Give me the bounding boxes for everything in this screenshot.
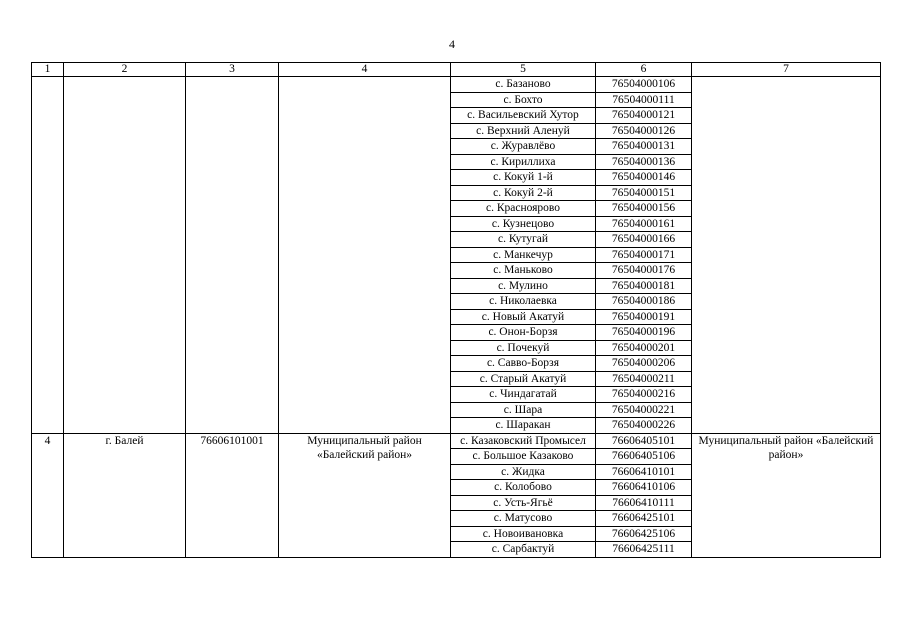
page-number: 4 xyxy=(449,37,455,51)
settlement-name: с. Кутугай xyxy=(451,232,596,248)
settlement-name: с. Казаковский Промысел xyxy=(451,433,596,449)
settlement-code: 76504000181 xyxy=(596,278,692,294)
settlement-name: с. Шара xyxy=(451,402,596,418)
column-header: 6 xyxy=(596,63,692,77)
settlement-name: с. Кириллиха xyxy=(451,154,596,170)
column-header: 1 xyxy=(32,63,64,77)
settlement-name: с. Бохто xyxy=(451,92,596,108)
settlement-code: 76504000186 xyxy=(596,294,692,310)
settlement-name: с. Верхний Аленуй xyxy=(451,123,596,139)
settlement-name: с. Савво-Борзя xyxy=(451,356,596,372)
empty-cell-col2 xyxy=(64,77,186,434)
settlement-code: 76606425111 xyxy=(596,542,692,558)
table-header-row xyxy=(32,63,881,77)
settlement-code: 76504000151 xyxy=(596,185,692,201)
settlement-code: 76504000196 xyxy=(596,325,692,341)
settlement-code: 76504000111 xyxy=(596,92,692,108)
settlement-name: с. Журавлёво xyxy=(451,139,596,155)
settlements-table xyxy=(31,62,881,558)
settlement-name: с. Маньково xyxy=(451,263,596,279)
column-header: 7 xyxy=(692,63,881,77)
settlement-name: с. Мулино xyxy=(451,278,596,294)
empty-cell-col7 xyxy=(692,77,881,434)
settlement-name: с. Большое Казаково xyxy=(451,449,596,465)
settlement-name: с. Красноярово xyxy=(451,201,596,217)
district-name-col7: Муниципальный район «Балейский район» xyxy=(692,433,881,557)
settlement-code: 76606410101 xyxy=(596,464,692,480)
empty-cell-col3 xyxy=(186,77,279,434)
settlement-name: с. Васильевский Хутор xyxy=(451,108,596,124)
settlement-name: с. Жидка xyxy=(451,464,596,480)
settlement-code: 76504000221 xyxy=(596,402,692,418)
settlement-name: с. Кокуй 1-й xyxy=(451,170,596,186)
settlement-code: 76504000166 xyxy=(596,232,692,248)
column-header: 5 xyxy=(451,63,596,77)
empty-cell-col1 xyxy=(32,77,64,434)
settlement-code: 76504000146 xyxy=(596,170,692,186)
row-number: 4 xyxy=(32,433,64,557)
table-row xyxy=(32,433,881,449)
settlement-name: с. Шаракан xyxy=(451,418,596,434)
settlement-name: с. Почекуй xyxy=(451,340,596,356)
settlement-code: 76606405101 xyxy=(596,433,692,449)
column-header: 3 xyxy=(186,63,279,77)
settlement-code: 76504000176 xyxy=(596,263,692,279)
settlement-code: 76504000191 xyxy=(596,309,692,325)
settlement-code: 76504000206 xyxy=(596,356,692,372)
table-row xyxy=(32,77,881,93)
settlement-code: 76504000226 xyxy=(596,418,692,434)
settlement-name: с. Усть-Ягьё xyxy=(451,495,596,511)
settlement-code: 76504000216 xyxy=(596,387,692,403)
city-code: 76606101001 xyxy=(186,433,279,557)
settlement-code: 76504000156 xyxy=(596,201,692,217)
settlement-code: 76504000201 xyxy=(596,340,692,356)
settlement-name: с. Чиндагатай xyxy=(451,387,596,403)
settlement-code: 76504000131 xyxy=(596,139,692,155)
settlement-name: с. Матусово xyxy=(451,511,596,527)
city-name: г. Балей xyxy=(64,433,186,557)
district-name: Муниципальный район «Балейский район» xyxy=(279,433,451,557)
settlement-name: с. Новый Акатуй xyxy=(451,309,596,325)
settlement-code: 76504000121 xyxy=(596,108,692,124)
settlement-code: 76606425106 xyxy=(596,526,692,542)
settlement-code: 76504000211 xyxy=(596,371,692,387)
column-header: 2 xyxy=(64,63,186,77)
settlement-code: 76606425101 xyxy=(596,511,692,527)
settlement-name: с. Кузнецово xyxy=(451,216,596,232)
settlement-name: с. Сарбактуй xyxy=(451,542,596,558)
settlement-name: с. Кокуй 2-й xyxy=(451,185,596,201)
column-header: 4 xyxy=(279,63,451,77)
settlement-code: 76504000126 xyxy=(596,123,692,139)
settlement-code: 76606410106 xyxy=(596,480,692,496)
settlement-code: 76504000171 xyxy=(596,247,692,263)
settlement-name: с. Онон-Борзя xyxy=(451,325,596,341)
settlement-name: с. Колобово xyxy=(451,480,596,496)
settlement-code: 76606405106 xyxy=(596,449,692,465)
settlement-name: с. Новоивановка xyxy=(451,526,596,542)
settlement-name: с. Николаевка xyxy=(451,294,596,310)
settlement-name: с. Старый Акатуй xyxy=(451,371,596,387)
settlement-code: 76606410111 xyxy=(596,495,692,511)
settlement-name: с. Базаново xyxy=(451,77,596,93)
settlement-code: 76504000136 xyxy=(596,154,692,170)
empty-cell-col4 xyxy=(279,77,451,434)
settlement-name: с. Манкечур xyxy=(451,247,596,263)
settlement-code: 76504000161 xyxy=(596,216,692,232)
settlement-code: 76504000106 xyxy=(596,77,692,93)
